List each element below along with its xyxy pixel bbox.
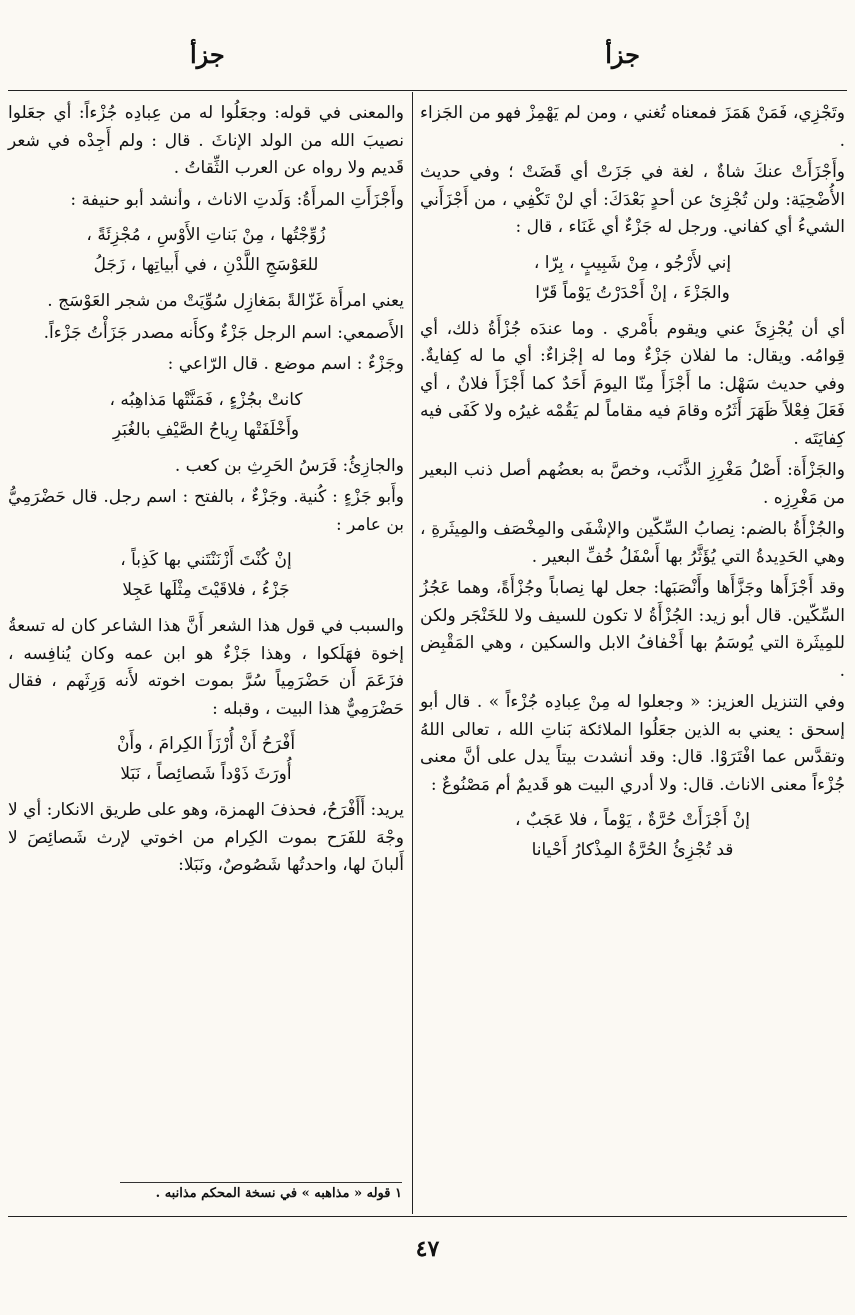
verse-line: جَزْءُ ، فلاقَيْتَ مِثْلَها عَجِلا [122,580,290,600]
verse-line: للعَوْسَجِ اللَّدْنِ ، في أَبياتِها ، زَجَلُ [93,255,319,275]
verse [420,805,845,865]
paragraph: والمعنى في قوله: وجعَلُوا له من عِبادِه جُزْءاً: أي جعَلوا نصيبَ الله من الولد الإناثَ . قال : ولم أَجِدْه في شعر قَديم ولا رواه عن العرب الثِّقاتُ . [8,103,404,178]
paragraph: وقد أَجْزَأَها وجَزَّأَها وأَنْصَبَها: جعل لها نِصاباً وجُزْأَةً، وهما عَجُزُ السِّكّين. قال أبو زيد: الجُزْأَةُ لا تكون للسيف ولا للخَنْجَر ولكن للمِيثَرة التي يُوسَمُ بها أَخْفافُ الابل والسكين ، وهي المَقْبِض . [420,578,845,681]
footnote: ١ قوله « مذاهبه » في نسخة المحكم مذانبه . [155,1186,402,1201]
paragraph: يعني امرأَة غَزّالةً بمَغازِل سُوِّيَتْ من شجر العَوْسَج . [47,291,404,311]
paragraph: وأَجْزَأَتْ عنكَ شاةٌ ، لغة في جَزَتْ أي قَضَتْ ؛ وفي حديث الأُضْحِيَة: ولن تُجْزِئ عن أحدٍ بَعْدَكَ: أي لنْ تَكْفِي ، من أَجْزَأَني الشيءُ أي كفاني. ورجل له جَزْءٌ أي غَنَاء ، قال : [420,162,845,237]
verse [8,545,404,605]
paragraph: وأَبو جَزْءٍ : كُنية. وجَزْءٌ ، بالفتح : اسم رجل. قال حَضْرَمِيُّ بن عامر : [8,487,404,535]
paragraph: والجازِئُ: فَرَسُ الحَرِثِ بن كعب . [174,455,404,476]
paragraph: والجُزْأَةُ بالضم: نِصابُ السِّكّين والإشْفَى والمِخْصَف والمِيثَرةِ ، وهي الحَدِيدةُ التي يُؤَثَّرُ بها أَسْفَلُ خُفِّ البعير . [420,519,845,567]
right-column [420,100,845,873]
verse-line: والجَزْءَ ، إنْ أَحْدَرْتُ يَوْماً قَرّا [535,282,730,303]
verse [420,248,845,308]
verse-line: قد تُجْزِئُ الحُرَّةُ المِذْكارُ أَحْيانا [531,840,734,860]
page-number: ٤٧ [415,1236,440,1262]
paragraph: يريد: أَأَفْرَحُ، فحذفَ الهمزة، وهو على طريق الانكار: أي لا وجْهَ للفَرَح بموت الكِرام من اخوتي لإرث شَصائِصَ لا أَلبانَ لها، واحدتُها شَصُوصٌ، ونَبَلا: [8,800,404,875]
paragraph: أي أن يُجْزِئَ عني ويقوم بأَمْري . وما عندَه جُزْأَةُ ذلك، أي قِوامُه. ويقال: ما لفلان جَزْءٌ وما له إجْزاءٌ: أي ما له كِفايةٌ. وفي حديث سَهْل: ما أَجْزَأَ مِنّا اليومَ أَحَدٌ كما أَجْزَأَ فلانٌ ، أي فَعَلَ فِعْلاً ظَهَرَ أَثَرُه وقامَ فيه مقاماً لم يَقُمْه غيرُه ولا كَفَى فيه كِفايَتَه . [420,318,845,449]
top-rule [8,90,847,91]
left-column [8,100,404,884]
paragraph: والسبب في قول هذا الشعر أَنَّ هذا الشاعر كان له تسعةُ إخوة فهَلَكوا ، وهذا جَزْءٌ هو ابن عمه وكان يُنافِسه ، فزَعَمَ أَن حَضْرَمِياً سُرَّ بموت اخوته لأَنه وَرِثَهم ، فقال حَضْرَمِيٌّ هذا البيت ، وقبله : [8,616,404,719]
paragraph: وأَجْزَأَتِ المرأَةُ: وَلَدتِ الاناث ، وأنشد أبو حنيفة : [70,189,404,210]
verse-line: وأَخْلَفَتْها رِياحُ الصَّيْفِ بالغُبَرِ [112,419,300,440]
verse-line: إنْ كُنْتَ أَزْنَنْتَني بها كَذِباً ، [120,550,292,570]
column-divider [412,92,413,1214]
paragraph: وفي التنزيل العزيز: « وجعلوا له مِنْ عِبادِه جُزْءاً » . قال أبو إسحق : يعني به الذين جعَلُوا الملائكة بَناتِ الله ، تعالى اللهُ وتقدَّس عما افْتَرَوْا. قال: وقد أنشدت بيتاً يدل على أنَّ معنى جُزْءاً معنى الاناث. قال: ولا أدري البيت هو قَديمٌ أم مَصْنُوعٌ : [420,692,845,795]
verse-line: كانتْ بجُزْءٍ ، فَمَنَّتْها مَذاهِبُه ، [109,389,303,410]
verse-line: إني لأَرْجُو ، مِنْ شَبِيبٍ ، بِرّا ، [533,252,732,273]
verse-line: أَفْرَحُ أَنْ أُرْزَأَ الكِرامَ ، وأَنْ [116,734,296,754]
header-word-right: جزأ [605,40,640,69]
footnote-rule [120,1182,402,1183]
verse [8,385,404,445]
bottom-rule [8,1216,847,1217]
verse-line: أُورَثَ ذَوْداً شَصائِصاً ، نَبَلا [120,764,292,784]
paragraph: الأَصمعي: اسم الرجل جَزْءٌ وكأَنه مصدر جَزَأْتُ جَزْءاً. [43,322,404,343]
paragraph: والجَزْأَة: أَصْلُ مَغْرِزِ الذَّنَب، وخصَّ به بعضُهم أصل ذنب البعير من مَغْرِزِه . [420,460,845,508]
paragraph: وجَزْءٌ : اسم موضع . قال الرّاعي : [167,354,404,374]
verse [8,220,404,280]
paragraph: وتَجْزِي، فَمَنْ هَمَزَ فمعناه تُغني ، ومن لم يَهْمِزْ فهو من الجَزاء . [420,103,845,151]
header-word-left: جزأ [190,40,225,69]
verse [8,729,404,789]
verse-line: زُوِّجْتُها ، مِنْ بَناتِ الأَوْسِ ، مُجْزِئَةً ، [86,225,326,245]
verse-line: إنْ أَجْزَأَتْ حُرَّةٌ ، يَوْماً ، فلا عَجَبٌ ، [515,810,750,830]
